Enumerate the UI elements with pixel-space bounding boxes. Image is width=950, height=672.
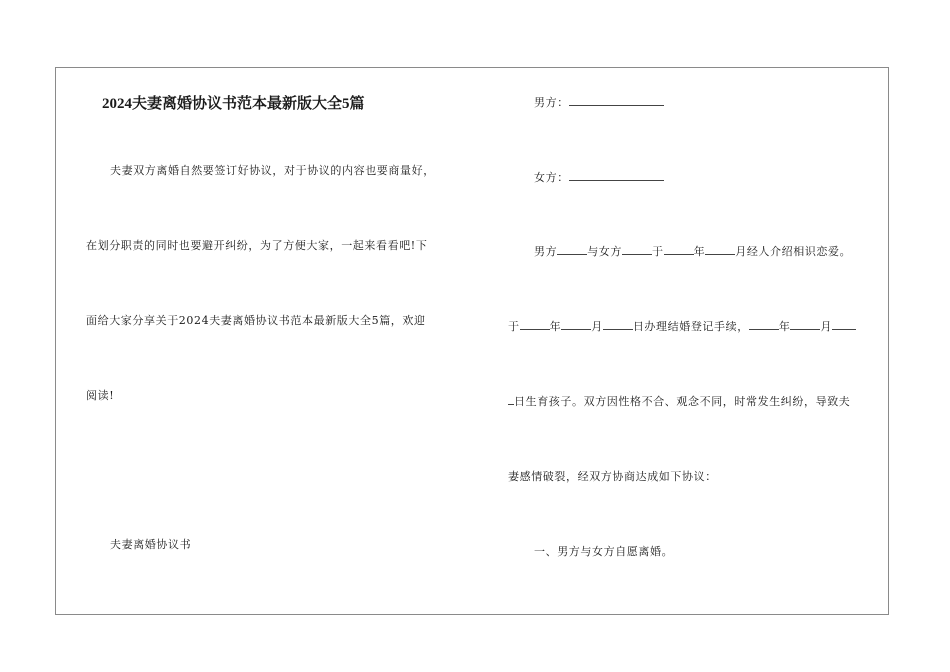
line2-month-2: 月 xyxy=(820,320,833,333)
wife-blank xyxy=(569,170,664,181)
section-heading: 夫妻离婚协议书 xyxy=(110,538,192,551)
document-title: 2024夫妻离婚协议书范本最新版大全5篇 xyxy=(102,96,365,112)
line2-at: 于 xyxy=(508,320,520,333)
husband-label: 男方： xyxy=(534,96,569,109)
line1-month-text: 月经人介绍相识恋爱。 xyxy=(735,245,852,258)
agreement-line: 妻感情破裂，经双方协商达成如下协议： xyxy=(508,470,717,483)
line3-text: 日生育孩子。双方因性格不合、观念不同，时常发生纠纷，导致夫 xyxy=(514,395,851,408)
line1-year: 年 xyxy=(693,245,706,258)
blank xyxy=(520,319,550,330)
wife-field xyxy=(534,169,664,185)
line1-wife: 与女方 xyxy=(587,245,623,258)
wife-label: 女方： xyxy=(534,171,569,184)
acquaintance-line xyxy=(534,243,851,259)
blank xyxy=(790,319,820,330)
line2-month: 月 xyxy=(591,320,603,333)
intro-line-1: 夫妻双方离婚自然要签订好协议，对于协议的内容也要商量好， xyxy=(110,164,435,177)
line1-husband: 男方 xyxy=(534,245,558,258)
blank xyxy=(557,244,587,255)
line1-at: 于 xyxy=(652,245,664,258)
blank xyxy=(832,319,856,330)
blank xyxy=(749,319,779,330)
line2-registration: 日办理结婚登记手续， xyxy=(632,320,749,333)
child-line xyxy=(508,393,850,409)
husband-blank xyxy=(569,95,664,106)
line2-year: 年 xyxy=(549,320,562,333)
line2-year-2: 年 xyxy=(778,320,791,333)
blank xyxy=(664,244,694,255)
document-frame xyxy=(55,67,889,615)
intro-line-2: 在划分职责的同时也要避开纠纷，为了方便大家，一起来看看吧!下 xyxy=(86,239,428,252)
blank xyxy=(561,319,591,330)
blank xyxy=(705,244,735,255)
intro-line-3: 面给大家分享关于2024夫妻离婚协议书范本最新版大全5篇，欢迎 xyxy=(86,314,426,327)
marriage-line xyxy=(508,318,856,334)
blank xyxy=(603,319,633,330)
clause-1: 一、男方与女方自愿离婚。 xyxy=(534,545,674,558)
intro-line-4: 阅读! xyxy=(86,389,115,402)
husband-field xyxy=(534,94,664,110)
blank xyxy=(622,244,652,255)
